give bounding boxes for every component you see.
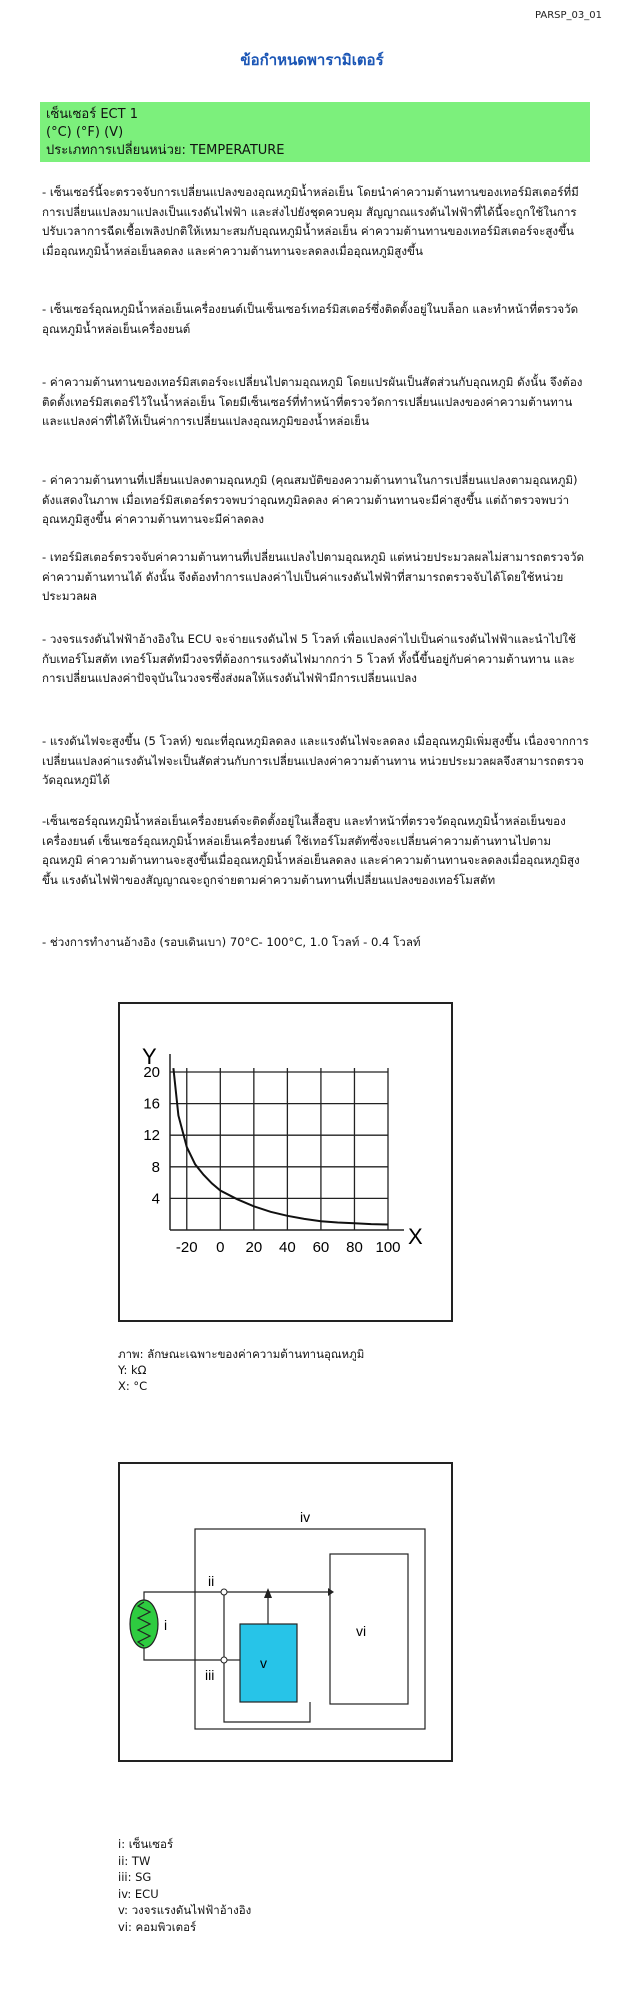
label-iii: iii xyxy=(205,1667,215,1683)
y-axis-letter: Y xyxy=(142,1044,157,1069)
resistance-graph xyxy=(118,1002,453,1322)
paragraph-4: - ค่าความต้านทานที่เปลี่ยนแปลงตามอุณหภูมิ (คุณสมบัติของความต้านทานในการเปลี่ยนแปลงตามอุณหภูมิ) ดังแสดงในภาพ เมื่อเทอร์มิสเตอร์ตรวจพบว่าอุณหภูมิลดลง ค่าความต้านทานจะมีค่าสูงขึ้น แต่ถ้าตรวจพบว่าอุณหภูมิสูงขึ้น ค่าความต้านทานจะมีค่าลดลง xyxy=(42,473,578,526)
parameter-header xyxy=(40,102,590,162)
unit-options: (°C) (°F) (V) xyxy=(46,125,124,140)
y-tick-label: 4 xyxy=(151,1190,160,1208)
paragraph-8: -เซ็นเซอร์อุณหภูมิน้ำหล่อเย็นเครื่องยนต์จะติดตั้งอยู่ในเสื้อสูบ และทำหน้าที่ตรวจวัดอุณหภูมิน้ำหล่อเย็นของเครื่องยนต์ เซ็นเซอร์อุณหภูมิน้ำหล่อเย็นเครื่องยนต์ ใช้เทอร์โมสตัทซึ่งจะเปลี่ยนค่าความต้านทานไปตามอุณหภูมิ ค่าความต้านทานจะสูงขึ้นเมื่ออุณหภูมิน้ำหล่อเย็นลดลง และค่าความต้านทานจะลดลงเมื่ออุณหภูมิสูงขึ้น แรงดันไฟฟ้าของสัญญาณจะถูกจ่ายตามค่าความต้านทานที่เปลี่ยนแปลงของเทอร์โมสตัท xyxy=(42,814,580,887)
x-tick-label: 20 xyxy=(245,1239,263,1256)
paragraph-7: - แรงดันไฟจะสูงขึ้น (5 โวลท์) ขณะที่อุณหภูมิลดลง และแรงดันไฟจะลดลง เมื่ออุณหภูมิเพิ่มสูงขึ้น เนื่องจากการเปลี่ยนแปลงค่าแรงดันไฟจะเป็นสัดส่วนกับการเปลี่ยนแปลงค่าความต้านทาน หน่วยประมวลผลจึงสามารถตรวจวัดอุณหภูมิได้ xyxy=(42,734,589,787)
legend-item: v: วงจรแรงดันไฟฟ้าอ้างอิง xyxy=(118,1903,252,1917)
x-tick-label: 60 xyxy=(312,1239,330,1256)
x-tick-label: 40 xyxy=(279,1239,296,1256)
paragraph-1: - เซ็นเซอร์นี้จะตรวจจับการเปลี่ยนแปลงของอุณหภูมิน้ำหล่อเย็น โดยนำค่าความต้านทานของเทอร์มิสเตอร์ที่มีการเปลี่ยนแปลงมาแปลงเป็นแรงดันไฟฟ้า และส่งไปยังชุดควบคุม สัญญาณแรงดันไฟฟ้าที่ได้นี้จะถูกใช้ในการปรับเวลาการฉีดเชื้อเพลิงปกติให้เหมาะสมกับอุณหภูมิน้ำหล่อเย็น ค่าความต้านทานของเทอร์มิสเตอร์จะสูงขึ้นเมื่ออุณหภูมิน้ำหล่อเย็นลดลง และค่าความต้านทานจะลดลงเมื่ออุณหภูมิสูงขึ้น xyxy=(42,185,579,258)
x-axis-letter: X xyxy=(408,1224,423,1249)
paragraph-2: - เซ็นเซอร์อุณหภูมิน้ำหล่อเย็นเครื่องยนต์เป็นเซ็นเซอร์เทอร์มิสเตอร์ซึ่งติดตั้งอยู่ในบล็อก และทำหน้าที่ตรวจวัดอุณหภูมิน้ำหล่อเย็นเครื่องยนต์ xyxy=(42,302,579,336)
label-vi: vi xyxy=(356,1623,367,1639)
x-tick-label: 100 xyxy=(375,1239,401,1256)
circuit-diagram xyxy=(118,1462,453,1762)
label-v: v xyxy=(260,1655,267,1671)
y-tick-label: 12 xyxy=(143,1127,160,1145)
chart-svg xyxy=(120,1004,451,1320)
legend-item: i: เซ็นเซอร์ xyxy=(118,1837,174,1851)
thermistor-sensor xyxy=(130,1600,158,1648)
y-tick-label: 16 xyxy=(143,1095,160,1113)
legend-item: vi: คอมพิวเตอร์ xyxy=(118,1919,197,1934)
sg-terminal xyxy=(221,1657,227,1663)
label-iv: iv xyxy=(300,1509,311,1525)
tw-terminal xyxy=(221,1589,227,1595)
page-title: ข้อกำหนดพารามิเตอร์ xyxy=(240,51,384,69)
legend-item: iii: SG xyxy=(118,1870,152,1884)
computer-box xyxy=(330,1554,408,1704)
sensor-name: เซ็นเซอร์ ECT 1 xyxy=(46,107,138,122)
tw-wire xyxy=(144,1592,328,1600)
graph-caption xyxy=(118,1346,364,1394)
legend-item: iv: ECU xyxy=(118,1886,159,1901)
reference-voltage-box xyxy=(240,1624,297,1702)
resistance-curve xyxy=(173,1068,388,1224)
y-tick-label: 20 xyxy=(143,1064,160,1081)
y-tick-label: 8 xyxy=(151,1158,160,1176)
graph-caption-title: ภาพ: ลักษณะเฉพาะของค่าความต้านทานอุณหภูมิ xyxy=(118,1347,365,1361)
circuit-legend xyxy=(118,1836,251,1935)
x-tick-label: -20 xyxy=(175,1239,198,1256)
conversion-type: ประเภทการเปลี่ยนหน่วย: TEMPERATURE xyxy=(46,143,285,158)
circuit-svg xyxy=(120,1464,451,1760)
paragraph-5: - เทอร์มิสเตอร์ตรวจจับค่าความต้านทานที่เปลี่ยนแปลงไปตามอุณหภูมิ แต่หน่วยประมวลผลไม่สามารถตรวจวัดค่าความต้านทานได้ ดังนั้น จึงต้องทำการแปลงค่าไปเป็นค่าแรงดันไฟฟ้าที่สามารถตรวจจับได้โดยใช้หน่วยประมวลผล xyxy=(42,550,584,603)
sg-wire xyxy=(144,1648,224,1660)
graph-caption-x: X: °C xyxy=(118,1379,148,1393)
arrow-up-icon xyxy=(264,1588,272,1598)
x-tick-label: 0 xyxy=(216,1239,225,1256)
document-id: PARSP_03_01 xyxy=(534,10,602,21)
paragraph-9: - ช่วงการทำงานอ้างอิง (รอบเดินเบา) 70°C- 100°C, 1.0 โวลท์ - 0.4 โวลท์ xyxy=(42,935,421,949)
x-tick-label: 80 xyxy=(346,1239,363,1256)
label-ii: ii xyxy=(208,1573,215,1589)
paragraph-6: - วงจรแรงดันไฟฟ้าอ้างอิงใน ECU จะจ่ายแรงดันไฟ 5 โวลท์ เพื่อแปลงค่าไปเป็นค่าแรงดันไฟฟ้าและนำไปใช้กับเทอร์โมสตัท เทอร์โมสตัทมีวงจรที่ต้องการแรงดันไฟมากกว่า 5 โวลท์ ทั้งนี้ขึ้นอยู่กับค่าความต้านทาน และการเปลี่ยนแปลงค่าปัจจุบันในวงจรซึ่งส่งผลให้แรงดันไฟฟ้ามีการเปลี่ยนแปลง xyxy=(42,632,576,685)
paragraph-3: - ค่าความต้านทานของเทอร์มิสเตอร์จะเปลี่ยนไปตามอุณหภูมิ โดยแปรผันเป็นสัดส่วนกับอุณหภูมิ ดังนั้น จึงต้องติดตั้งเทอร์มิสเตอร์ไว้ในน้ำหล่อเย็น โดยมีเซ็นเซอร์ที่ทำหน้าที่ตรวจวัดการเปลี่ยนแปลงของค่าความต้านทาน และแปลงค่าที่ได้ให้เป็นค่าการเปลี่ยนแปลงอุณหภูมิของน้ำหล่อเย็น xyxy=(42,375,583,428)
graph-caption-y: Y: kΩ xyxy=(118,1363,147,1377)
label-i: i xyxy=(164,1617,168,1633)
legend-item: ii: TW xyxy=(118,1853,151,1868)
